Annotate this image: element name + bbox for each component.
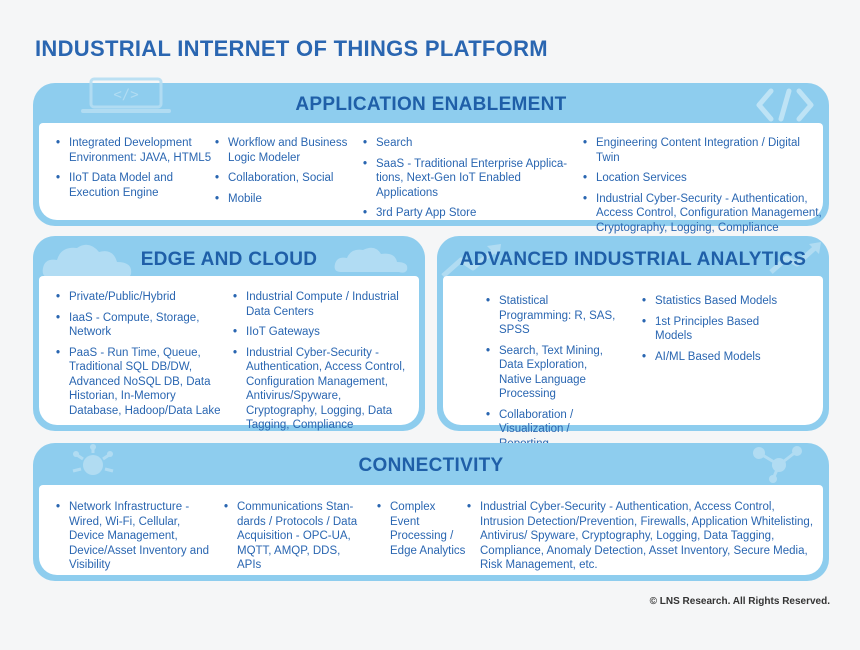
panel-application-enablement — [33, 83, 829, 234]
list-item-text: Communications Stan-dards / Protocols / Data Acquisition - OPC-UA, MQTT, AMQP, DDS, APIs — [237, 501, 358, 571]
bullet-icon: • — [56, 137, 61, 149]
panel-title: EDGE AND CLOUD — [140, 249, 318, 270]
list-item — [53, 500, 218, 573]
page-title: INDUSTRIAL INTERNET OF THINGS PLATFORM — [35, 36, 548, 61]
bullet-icon: • — [467, 501, 472, 513]
list-item-text: Workflow and Business Logic Modeler — [228, 137, 348, 164]
list-item-text: Complex Event Processing / Edge Analytics — [390, 501, 466, 557]
list-item — [212, 171, 357, 186]
bullet-icon: • — [642, 295, 647, 307]
list-item-text: Industrial Cyber-Security - Authentication, Access Control, Intrusion Detection/Prevention, Firewalls, Application Whitelisting, Antivirus/ Spyware, Cryptography, Logging, Data Tagging, Compliance, Anomaly Detection, Asset Inventory, Secure Media, Risk Management, etc. — [480, 501, 814, 571]
list-item — [464, 500, 819, 573]
list-item — [212, 192, 357, 207]
list-item — [221, 500, 361, 573]
list-item-text: Private/Public/Hybrid — [69, 291, 176, 303]
bullet-icon: • — [583, 172, 588, 184]
bullet-icon: • — [233, 346, 238, 359]
bullet-icon: • — [363, 207, 368, 219]
app-col1 — [53, 136, 213, 206]
panel-title: APPLICATION ENABLEMENT — [295, 94, 567, 115]
list-item-text: AI/ML Based Models — [655, 350, 761, 363]
app-col4 — [580, 136, 825, 241]
list-item-text: IIoT Data Model and Execution Engine — [69, 172, 173, 199]
bullet-icon: • — [486, 295, 491, 307]
panel-title: ADVANCED INDUSTRIAL ANALYTICS — [459, 249, 807, 270]
bullet-icon: • — [642, 315, 647, 328]
list-item-text: Mobile — [228, 192, 262, 205]
list-item — [360, 136, 578, 151]
bullet-icon: • — [583, 192, 588, 205]
analytics-col2 — [639, 294, 799, 370]
list-item — [53, 171, 213, 200]
list-item-text: Collaboration, Social — [228, 172, 334, 184]
list-item — [230, 290, 415, 319]
list-item — [639, 294, 799, 309]
bullet-icon: • — [642, 350, 647, 363]
list-item-text: Search, Text Mining, Data Exploration, Native Language Processing — [499, 344, 603, 400]
list-item — [53, 346, 223, 419]
list-item-text: Statistical Programming: R, SAS, SPSS — [499, 295, 616, 336]
list-item — [230, 346, 415, 433]
list-item-text: Industrial Cyber-Security - Authentication, Access Control, Configuration Management, Cryptography, Logging, Compliance — [596, 192, 822, 234]
list-item — [374, 500, 466, 558]
bullet-icon: • — [377, 501, 382, 513]
bullet-icon: • — [56, 346, 61, 359]
list-item — [580, 171, 825, 186]
bullet-icon: • — [215, 192, 220, 205]
copyright: © LNS Research. All Rights Reserved. — [649, 596, 830, 607]
panel-title: CONNECTIVITY — [358, 455, 504, 476]
list-item-text: IaaS - Compute, Storage, Network — [69, 311, 200, 338]
list-item-text: PaaS - Run Time, Queue, Traditional SQL DB/DW, Advanced NoSQL DB, Data Historian, In-Memory Database, Hadoop/Data Lake — [69, 346, 221, 417]
list-item-text: Location Services — [596, 172, 687, 184]
list-item — [53, 290, 223, 305]
conn-col3 — [374, 500, 466, 564]
bullet-icon: • — [363, 137, 368, 149]
list-item-text: Integrated Development Environment: JAVA, HTML5 — [69, 137, 212, 164]
list-item — [639, 315, 799, 344]
conn-col2 — [221, 500, 361, 579]
list-item-text: 3rd Party App Store — [376, 207, 477, 219]
list-item — [360, 157, 578, 201]
bullet-icon: • — [233, 326, 238, 338]
bullet-icon: • — [56, 311, 61, 324]
conn-col1 — [53, 500, 218, 579]
list-item — [212, 136, 357, 165]
bullet-icon: • — [233, 291, 238, 303]
conn-col4 — [464, 500, 819, 579]
bullet-icon: • — [583, 137, 588, 149]
bullet-icon: • — [215, 137, 220, 149]
list-item — [53, 136, 213, 165]
analytics-col1 — [483, 294, 618, 457]
bullet-icon: • — [56, 291, 61, 303]
panel-advanced-industrial-analytics — [437, 236, 829, 435]
list-item-text: Industrial Compute / Industrial Data Centers — [246, 291, 399, 318]
list-item-text: IIoT Gateways — [246, 326, 320, 338]
list-item — [230, 325, 415, 340]
svg-text:</>: </> — [113, 87, 139, 103]
list-item-text: 1st Principles Based Models — [655, 315, 760, 342]
app-col2 — [212, 136, 357, 212]
list-item — [639, 350, 799, 365]
list-item-text: Search — [376, 137, 413, 149]
bullet-icon: • — [215, 172, 220, 184]
bullet-icon: • — [486, 344, 491, 357]
list-item-text: SaaS - Traditional Enterprise Applica-tions, Next-Gen IoT Enabled Applications — [376, 157, 568, 199]
list-item — [360, 206, 578, 221]
list-item — [580, 136, 825, 165]
bullet-icon: • — [56, 501, 61, 513]
list-item-text: Statistics Based Models — [655, 295, 778, 307]
panel-edge-and-cloud — [33, 236, 425, 431]
list-item-text: Engineering Content Integration / Digital Twin — [596, 137, 800, 164]
list-item — [483, 344, 618, 402]
bullet-icon: • — [224, 501, 229, 513]
bullet-icon: • — [56, 172, 61, 184]
edge-col2 — [230, 290, 415, 439]
list-item — [483, 294, 618, 338]
edge-col1 — [53, 290, 223, 424]
bullet-icon: • — [486, 408, 491, 421]
panel-connectivity — [33, 443, 829, 581]
bullet-icon: • — [363, 157, 368, 170]
app-col3 — [360, 136, 578, 227]
list-item-text: Network Infrastructure - Wired, Wi-Fi, Cellular, Device Management, Device/Asset Inventory and Visibility — [69, 501, 209, 571]
list-item — [580, 192, 825, 236]
list-item — [53, 311, 223, 340]
list-item-text: Industrial Cyber-Security - Authentication, Access Control, Configuration Management, Antivirus/Spyware, Cryptography, Logging, Data Tagging, Compliance — [246, 346, 406, 431]
list-item-text: Collaboration / Visualization / — [499, 408, 574, 435]
